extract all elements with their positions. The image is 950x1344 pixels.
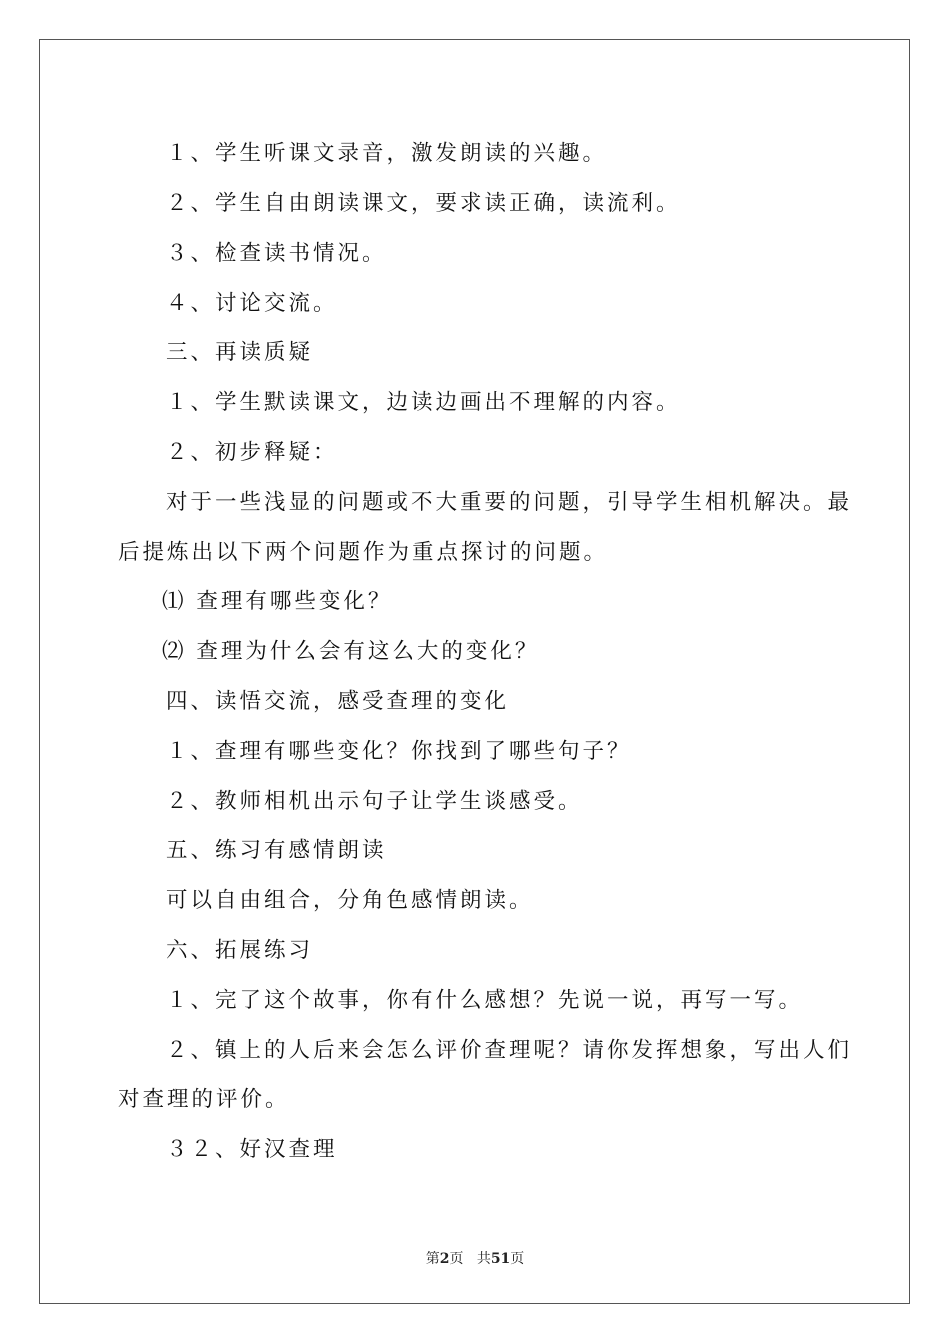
page-suffix: 页 <box>449 1251 464 1267</box>
paragraph-line: 对于一些浅显的问题或不大重要的问题，引导学生相机解决。最 <box>166 490 853 515</box>
paragraph-line: 对查理的评价。 <box>118 1087 290 1112</box>
question-item: ⑵ 查理为什么会有这么大的变化？ <box>162 639 540 664</box>
text-line: １、学生听课文录音，激发朗读的兴趣。 <box>166 141 608 166</box>
section-heading: 四、读悟交流，感受查理的变化 <box>166 689 510 714</box>
page-number: 2 <box>439 1251 450 1267</box>
text-line: ２、学生自由朗读课文，要求读正确，读流利。 <box>166 191 681 216</box>
total-pages: 51 <box>490 1251 511 1267</box>
paragraph-line: ２、镇上的人后来会怎么评价查理呢？请你发挥想象，写出人们 <box>166 1038 853 1063</box>
section-heading: 六、拓展练习 <box>166 938 314 963</box>
text-line: 可以自由组合，分角色感情朗读。 <box>166 888 534 913</box>
total-suffix: 页 <box>510 1251 525 1267</box>
page-prefix: 第 <box>425 1251 440 1267</box>
text-line: ２、初步释疑： <box>166 440 338 465</box>
text-line: ４、讨论交流。 <box>166 291 338 316</box>
section-heading: 三、再读质疑 <box>166 340 314 365</box>
text-line: １、完了这个故事，你有什么感想？先说一说，再写一写。 <box>166 988 804 1013</box>
text-line: ３、检查读书情况。 <box>166 241 387 266</box>
paragraph-line: 后提炼出以下两个问题作为重点探讨的问题。 <box>118 540 609 565</box>
text-line: ２、教师相机出示句子让学生谈感受。 <box>166 789 583 814</box>
text-line: １、学生默读课文，边读边画出不理解的内容。 <box>166 390 681 415</box>
total-prefix: 共 <box>476 1251 491 1267</box>
page-footer <box>0 1248 950 1268</box>
section-heading: 五、练习有感情朗读 <box>166 838 387 863</box>
question-item: ⑴ 查理有哪些变化？ <box>162 589 393 614</box>
page-border <box>39 39 910 1304</box>
text-line: １、查理有哪些变化？你找到了哪些句子？ <box>166 739 632 764</box>
lesson-title: ３２、好汉查理 <box>166 1137 338 1162</box>
